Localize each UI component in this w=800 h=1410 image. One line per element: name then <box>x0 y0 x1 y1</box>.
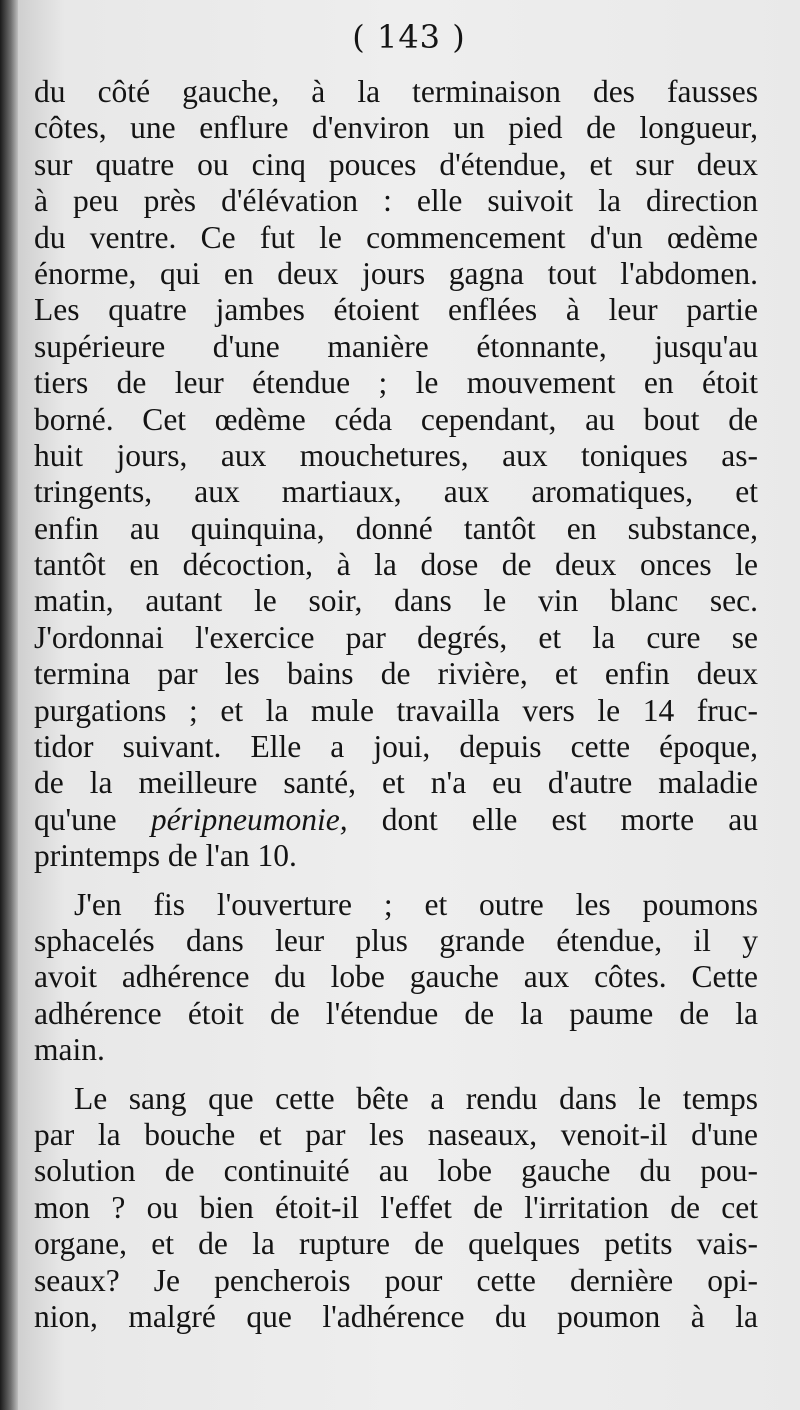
text-line: tantôt en décoction, à la dose de deux onces le <box>34 547 758 583</box>
text-line: par la bouche et par les naseaux, venoit-il d'une <box>34 1116 758 1152</box>
text-line: main. <box>34 1032 105 1068</box>
italic-term: péripneumonie, <box>150 801 348 837</box>
text-line: Le sang que cette bête a rendu dans le temps <box>74 1080 758 1116</box>
text-line: du ventre. Ce fut le commencement d'un œdème <box>34 219 758 255</box>
text-line: J'ordonnai l'exercice par degrés, et la cure se <box>34 619 758 655</box>
text-line: mon ? ou bien étoit-il l'effet de l'irritation de cet <box>34 1189 758 1225</box>
text-line: nion, malgré que l'adhérence du poumon à la <box>34 1298 758 1334</box>
text-line: borné. Cet œdème céda cependant, au bout de <box>34 401 758 437</box>
text-segment: dont elle est morte au <box>381 801 759 837</box>
text-line: côtes, une enflure d'environ un pied de longueur, <box>34 110 758 146</box>
text-line: purgations ; et la mule travailla vers le 14 fruc- <box>34 692 758 728</box>
text-line: du côté gauche, à la terminaison des fausses <box>34 74 758 109</box>
text-line: avoit adhérence du lobe gauche aux côtes. Cette <box>34 959 758 995</box>
text-line: matin, autant le soir, dans le vin blanc sec. <box>34 583 758 619</box>
text-line: de la meilleure santé, et n'a eu d'autre maladie <box>34 765 758 801</box>
text-line: tiers de leur étendue ; le mouvement en étoit <box>34 365 758 401</box>
text-line: J'en fis l'ouverture ; et outre les poumons <box>74 886 758 922</box>
text-segment: qu'une <box>34 801 117 837</box>
text-line-with-italic <box>34 802 758 838</box>
text-line: adhérence étoit de l'étendue de la paume de la <box>34 995 758 1031</box>
book-gutter-shadow <box>0 0 18 1410</box>
text-line: termina par les bains de rivière, et enfin deux <box>34 656 758 692</box>
book-page <box>18 0 800 1410</box>
text-line: enfin au quinquina, donné tantôt en substance, <box>34 510 758 546</box>
text-line: sur quatre ou cinq pouces d'étendue, et sur deux <box>34 146 758 182</box>
text-line: sphacelés dans leur plus grande étendue, il y <box>34 922 758 958</box>
text-line: supérieure d'une manière étonnante, jusqu'au <box>34 328 758 364</box>
text-line: solution de continuité au lobe gauche du pou- <box>34 1153 758 1189</box>
text-line: Les quatre jambes étoient enflées à leur partie <box>34 292 758 328</box>
text-line: printemps de l'an 10. <box>34 838 297 874</box>
body-text <box>34 74 758 1335</box>
text-line: huit jours, aux mouchetures, aux toniques as- <box>34 437 758 473</box>
text-line: organe, et de la rupture de quelques petits vais- <box>34 1226 758 1262</box>
text-line: tringents, aux martiaux, aux aromatiques, et <box>34 474 758 510</box>
text-line: tidor suivant. Elle a joui, depuis cette époque, <box>34 729 758 765</box>
text-line: seaux? Je pencherois pour cette dernière opi- <box>34 1262 758 1298</box>
text-line: à peu près d'élévation : elle suivoit la direction <box>34 183 758 219</box>
text-line: énorme, qui en deux jours gagna tout l'abdomen. <box>34 255 758 291</box>
page-number: ( 143 ) <box>352 18 466 56</box>
